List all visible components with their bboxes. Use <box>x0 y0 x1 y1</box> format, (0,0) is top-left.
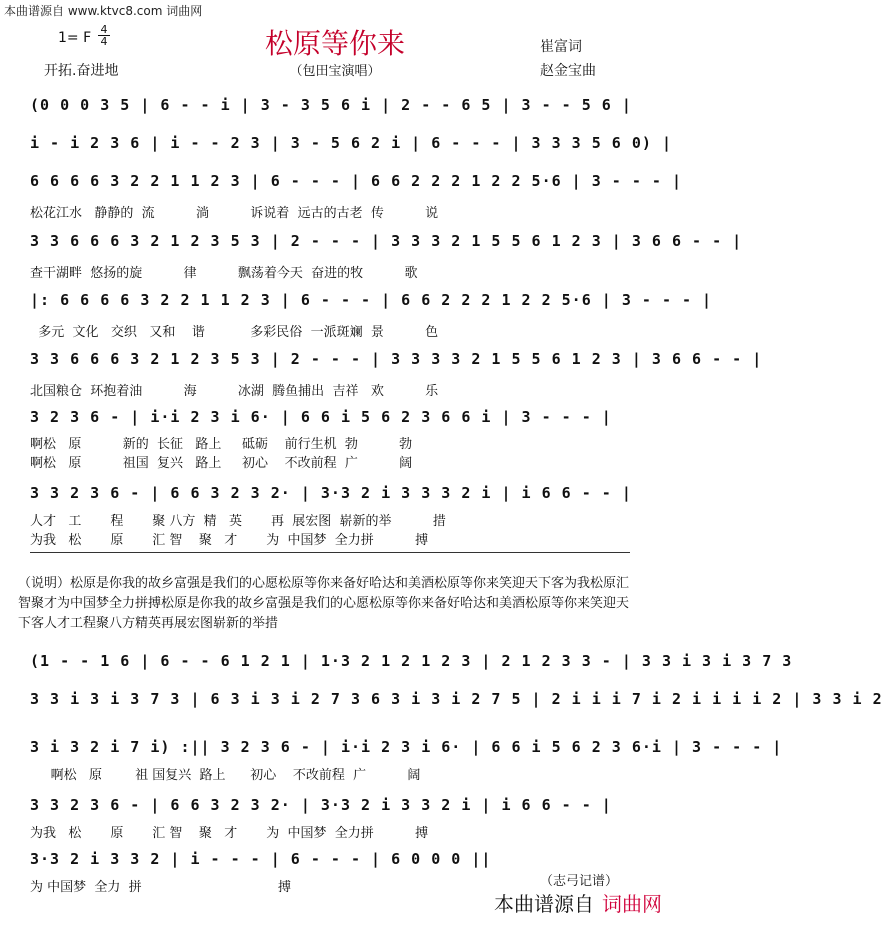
lyric-line: 人才 工 程 聚 八方 精 英 再 展宏图 崭新的举 措 <box>30 514 446 529</box>
transcriber-note: （志弓记谱） <box>540 874 619 889</box>
section-divider <box>30 552 630 553</box>
notation-line: i - i 2 3 6 | i - - 2 3 | 3 - 5 6 2 i | 6 - - - | 3 3 3 5 6 0) | <box>30 134 672 152</box>
time-signature-bottom: 4 <box>98 35 110 47</box>
lyricist: 崔富词 <box>540 39 582 55</box>
brand-watermark <box>494 888 662 917</box>
notation-line: 6 6 6 6 3 2 2 1 1 2 3 | 6 - - - | 6 6 2 2 2 1 2 2 5·6 | 3 - - - | <box>30 172 682 190</box>
lyric-line: 为我 松 原 汇 智 聚 才 为 中国梦 全力拼 搏 <box>30 826 429 841</box>
notation-line: 3·3 2 i 3 3 2 | i - - - | 6 - - - | 6 0 0 0 || <box>30 850 492 868</box>
song-title: 松原等你来 <box>264 27 405 60</box>
notation-line: (1 - - 1 6 | 6 - - 6 1 2 1 | 1·3 2 1 2 1 2 3 | 2 1 2 3 3 - | 3 3 i 3 i 3 7 3 <box>30 652 793 670</box>
brand-part1: 本曲谱源自 <box>494 892 594 916</box>
song-singer: （包田宝演唱） <box>289 64 381 79</box>
lyric-line: 啊松 原 祖国 复兴 路上 初心 不改前程 广 阔 <box>30 456 413 471</box>
notation-line: 3 3 6 6 6 3 2 1 2 3 5 3 | 2 - - - | 3 3 3 3 2 1 5 5 6 1 2 3 | 3 6 6 - - | <box>30 350 763 368</box>
lyric-line: 啊松 原 祖 国复兴 路上 初心 不改前程 广 阔 <box>30 768 421 783</box>
notation-line: 3 i 3 2 i 7 i) :|| 3 2 3 6 - | i·i 2 3 i 6· | 6 6 i 5 6 2 3 6·i | 3 - - - | <box>30 738 783 756</box>
explanation-note: （说明）松原是你我的故乡富强是我们的心愿松原等你来备好哈达和美酒松原等你来笑迎天下客为我松原汇智聚才为中国梦全力拼搏松原是你我的故乡富强是我们的心愿松原等你来备好哈达和美酒松原等你来笑迎天下客人才工程聚八方精英再展宏图崭新的举措 <box>18 576 630 631</box>
notation-line: 3 3 i 3 i 3 7 3 | 6 3 i 3 i 2 7 3 6 3 i 3 i 2 7 5 | 2 i i i 7 i 2 i i i i 2 | 3 3 i 2 <box>30 690 883 708</box>
lyric-line: 啊松 原 新的 长征 路上 砥砺 前行生机 勃 勃 <box>30 437 413 452</box>
lyric-line: 为我 松 原 汇 智 聚 才 为 中国梦 全力拼 搏 <box>30 533 429 548</box>
lyric-line: 为 中国梦 全力 拼 搏 <box>30 880 292 895</box>
notation-line: |: 6 6 6 6 3 2 2 1 1 2 3 | 6 - - - | 6 6 2 2 2 1 2 2 5·6 | 3 - - - | <box>30 291 713 309</box>
lyric-line: 松花江水 静静的 流 淌 诉说着 远古的古老 传 说 <box>30 206 439 221</box>
key-signature: 1= F <box>58 30 92 46</box>
notation-line: 3 3 6 6 6 3 2 1 2 3 5 3 | 2 - - - | 3 3 3 2 1 5 5 6 1 2 3 | 3 6 6 - - | <box>30 232 743 250</box>
lyric-line: 北国粮仓 环抱着油 海 冰湖 腾鱼捕出 吉祥 欢 乐 <box>30 384 439 399</box>
time-signature-top: 4 <box>100 23 108 36</box>
source-site-text: 本曲谱源自 www.ktvc8.com 词曲网 <box>4 4 203 18</box>
notation-line: 3 2 3 6 - | i·i 2 3 i 6· | 6 6 i 5 6 2 3 6 6 i | 3 - - - | <box>30 408 612 426</box>
composer: 赵金宝曲 <box>540 63 596 79</box>
brand-part2: 词曲网 <box>602 892 662 916</box>
lyric-line: 查干湖畔 悠扬的旋 律 飘荡着今天 奋进的牧 歌 <box>30 266 418 281</box>
performance-style: 开拓.奋进地 <box>44 63 119 79</box>
notation-line: 3 3 2 3 6 - | 6 6 3 2 3 2· | 3·3 2 i 3 3 2 i | i 6 6 - - | <box>30 796 612 814</box>
lyric-line: 多元 文化 交织 又和 谐 多彩民俗 一派斑斓 景 色 <box>30 325 439 340</box>
notation-line: 3 3 2 3 6 - | 6 6 3 2 3 2· | 3·3 2 i 3 3 3 2 i | i 6 6 - - | <box>30 484 632 502</box>
notation-line: (0 0 0 3 5 | 6 - - i | 3 - 3 5 6 i | 2 - - 6 5 | 3 - - 5 6 | <box>30 96 632 114</box>
